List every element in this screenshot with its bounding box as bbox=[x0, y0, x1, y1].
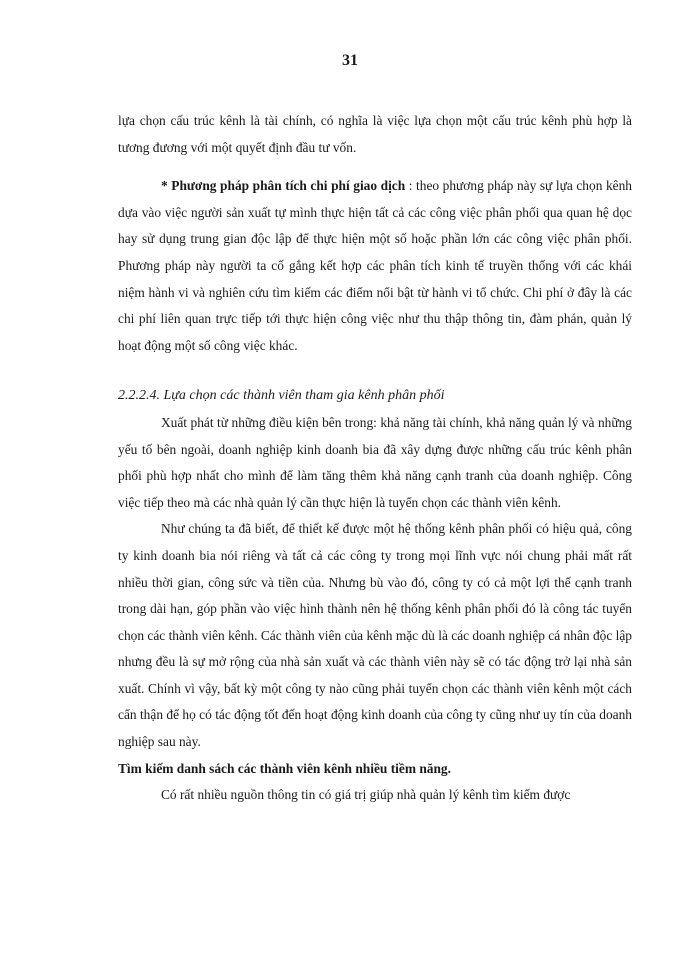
paragraph-sources: Có rất nhiều nguồn thông tin có giá trị giúp nhà quản lý kênh tìm kiếm được bbox=[161, 787, 571, 803]
method-description: : theo phương pháp này sự lựa chọn kênh dựa vào việc người sản xuất tự mình thực hiện tất cả các công việc phân phối qua quan hệ dọc hay sử dụng trung gian độc lập để thực hiện một số hoặc phần lớn các công việc phân phối. Phương pháp này người ta cố gắng kết hợp các phân tích kinh tế truyền thống với các khái niệm hành vi và nghiên cứu tìm kiếm các điểm nổi bật từ hành vi tổ chức. Chi phí ở đây là các chi phí liên quan trực tiếp tới thực hiện công việc như thu thập thông tin, đàm phán, quản lý hoạt động một số công việc khác. bbox=[118, 178, 632, 353]
paragraph-transaction-cost-method bbox=[118, 173, 632, 359]
subheading-find-members: Tìm kiếm danh sách các thành viên kênh nhiều tiềm năng. bbox=[118, 760, 451, 776]
paragraph-intro: Xuất phát từ những điều kiện bên trong: khả năng tài chính, khả năng quản lý và những yếu tố bên ngoài, doanh nghiệp kinh doanh bia đã xây dựng được những cấu trúc kênh phân phối phù hợp nhất cho mình để làm tăng thêm khả năng cạnh tranh của doanh nghiệp. Công việc tiếp theo mà các nhà quản lý cần thực hiện là tuyển chọn các thành viên kênh. bbox=[118, 414, 632, 510]
page-body bbox=[118, 108, 632, 809]
section-heading: 2.2.2.4. Lựa chọn các thành viên tham gia kênh phân phối bbox=[118, 388, 445, 404]
paragraph-channel-members: Như chúng ta đã biết, để thiết kế được một hệ thống kênh phân phối có hiệu quả, công ty kinh doanh bia nói riêng và tất cả các công ty trong mọi lĩnh vực nói chung phải mất rất nhiều thời gian, công sức và tiền của. Nhưng bù vào đó, công ty có cả một lợi thế cạnh tranh trong dài hạn, góp phần vào việc hình thành nên hệ thống kênh phân phối đó là công tác tuyển chọn các thành viên kênh. Các thành viên của kênh mặc dù là các doanh nghiệp cá nhân độc lập nhưng đều là sự mở rộng của nhà sản xuất và các thành viên này sẽ có tác động trở lại nhà sản xuất. Chính vì vậy, bất kỳ một công ty nào cũng phải tuyển chọn các thành viên kênh một cách cẩn thận để họ có tác động tốt đến hoạt động kinh doanh của công ty cũng như uy tín của doanh nghiệp sau này. bbox=[118, 521, 632, 750]
method-label: * Phương pháp phân tích chi phí giao dịch bbox=[161, 178, 406, 194]
page-number: 31 bbox=[342, 52, 358, 69]
paragraph-continuation: lựa chọn cấu trúc kênh là tài chính, có nghĩa là việc lựa chọn một cấu trúc kênh phù hợp là tương đương với một quyết định đầu tư vốn. bbox=[118, 113, 632, 155]
